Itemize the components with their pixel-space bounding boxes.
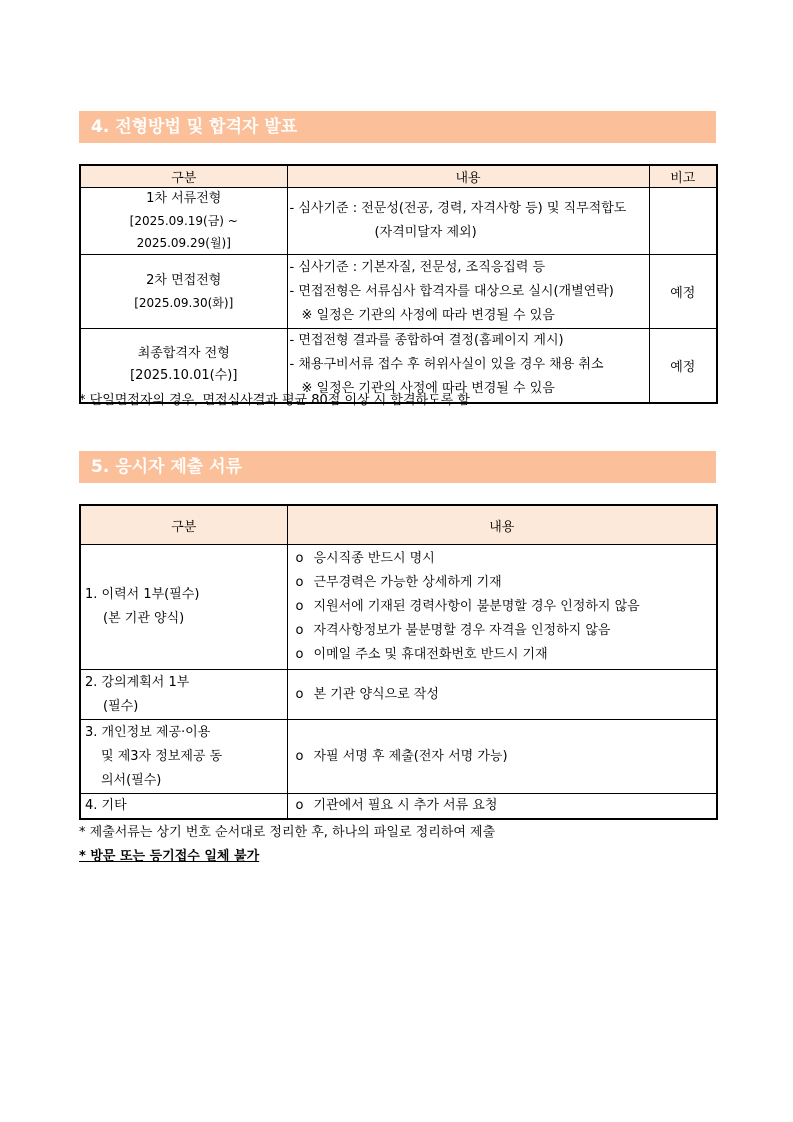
stage-date: [2025.09.30(화)] [134, 295, 234, 310]
content-line: - 심사기준 : 기본자질, 전문성, 조직응집력 등 [289, 259, 546, 275]
content-line: ※ 일정은 기관의 사정에 따라 변경될 수 있음 [301, 307, 555, 323]
header-category: 구분 [80, 165, 287, 188]
item-line: 및 제3자 정보제공 동 [101, 748, 223, 764]
header-content: 내용 [287, 165, 649, 188]
remark-cell [649, 188, 717, 255]
documents-header-row [80, 505, 717, 545]
section5-footnote: * 제출서류는 상기 번호 순서대로 정리한 후, 하나의 파일로 정리하여 제출 [79, 825, 496, 840]
table-row [80, 720, 717, 794]
remark-cell: 예정 [649, 255, 717, 329]
content-cell [287, 720, 717, 794]
table-row [80, 545, 717, 670]
content-cell [287, 670, 717, 720]
remark-cell: 예정 [649, 329, 717, 403]
content-line: ※ 일정은 기관의 사정에 따라 변경될 수 있음 [301, 381, 555, 397]
stage-name: 1차 서류전형 [146, 191, 222, 206]
bullet-icon: ο [295, 798, 304, 813]
section5-title: 5. 응시자 제출 서류 [79, 451, 716, 483]
screening-header-row [80, 165, 717, 188]
bullet-icon: ο [295, 623, 304, 638]
header-category: 구분 [80, 505, 287, 545]
documents-table [79, 504, 718, 820]
content-line: 이메일 주소 및 휴대전화번호 반드시 기재 [313, 647, 548, 662]
item-cell [80, 720, 287, 794]
stage-cell [80, 188, 287, 255]
bullet-icon: ο [295, 647, 304, 662]
bullet-icon: ο [295, 551, 304, 566]
table-row [80, 188, 717, 255]
item-line: (본 기관 양식) [103, 611, 185, 626]
bullet-icon: ο [295, 575, 304, 590]
stage-name: 최종합격자 전형 [137, 346, 230, 362]
item-line: 1. 이력서 1부(필수) [85, 587, 200, 602]
table-row [80, 670, 717, 720]
bullet-icon: ο [295, 686, 304, 702]
content-line: - 면접전형은 서류심사 합격자를 대상으로 실시(개별연락) [289, 283, 614, 299]
item-line: (필수) [103, 698, 139, 714]
content-line: 응시직종 반드시 명시 [313, 551, 435, 566]
bullet-icon: ο [295, 748, 304, 764]
table-row [80, 794, 717, 820]
header-remark: 비고 [649, 165, 717, 188]
item-line: 3. 개인정보 제공·이용 [85, 724, 211, 740]
content-line: (자격미달자 제외) [374, 225, 477, 240]
content-line: 자격사항정보가 불분명할 경우 자격을 인정하지 않음 [313, 623, 611, 638]
content-line: - 심사기준 : 전문성(전공, 경력, 자격사항 등) 및 직무적합도 [289, 201, 627, 216]
section5-warning: * 방문 또는 등기접수 일체 불가 [79, 849, 260, 864]
content-cell [287, 188, 649, 255]
section4-title: 4. 전형방법 및 합격자 발표 [79, 111, 716, 143]
item-cell [80, 794, 287, 820]
content-line: 근무경력은 가능한 상세하게 기재 [313, 575, 502, 590]
bullet-icon: ο [295, 599, 304, 614]
content-cell [287, 545, 717, 670]
content-cell [287, 794, 717, 820]
content-line: - 면접전형 결과를 종합하여 결정(홈페이지 게시) [289, 333, 564, 349]
content-line: 본 기관 양식으로 작성 [313, 686, 439, 702]
stage-name: 2차 면접전형 [146, 272, 222, 288]
content-cell [287, 255, 649, 329]
stage-date: [2025.10.01(수)] [130, 368, 238, 384]
stage-cell [80, 255, 287, 329]
item-cell [80, 670, 287, 720]
content-line: 자필 서명 후 제출(전자 서명 가능) [313, 748, 508, 764]
content-line: 기관에서 필요 시 추가 서류 요청 [313, 798, 498, 813]
header-content: 내용 [287, 505, 717, 545]
stage-date: [2025.09.19(금) ~ 2025.09.29(월)] [129, 214, 238, 250]
screening-table [79, 164, 718, 404]
item-line: 의서(필수) [101, 772, 162, 788]
section4-footnote: * 단일면접자의 경우, 면접심사결과 평균 80점 이상 시 합격하도록 함. [79, 393, 475, 408]
content-line: - 채용구비서류 접수 후 허위사실이 있을 경우 채용 취소 [289, 357, 604, 373]
item-line: 2. 강의계획서 1부 [85, 674, 190, 690]
item-line: 4. 기타 [85, 798, 127, 813]
item-cell [80, 545, 287, 670]
content-line: 지원서에 기재된 경력사항이 불분명할 경우 인정하지 않음 [313, 599, 640, 614]
table-row [80, 255, 717, 329]
